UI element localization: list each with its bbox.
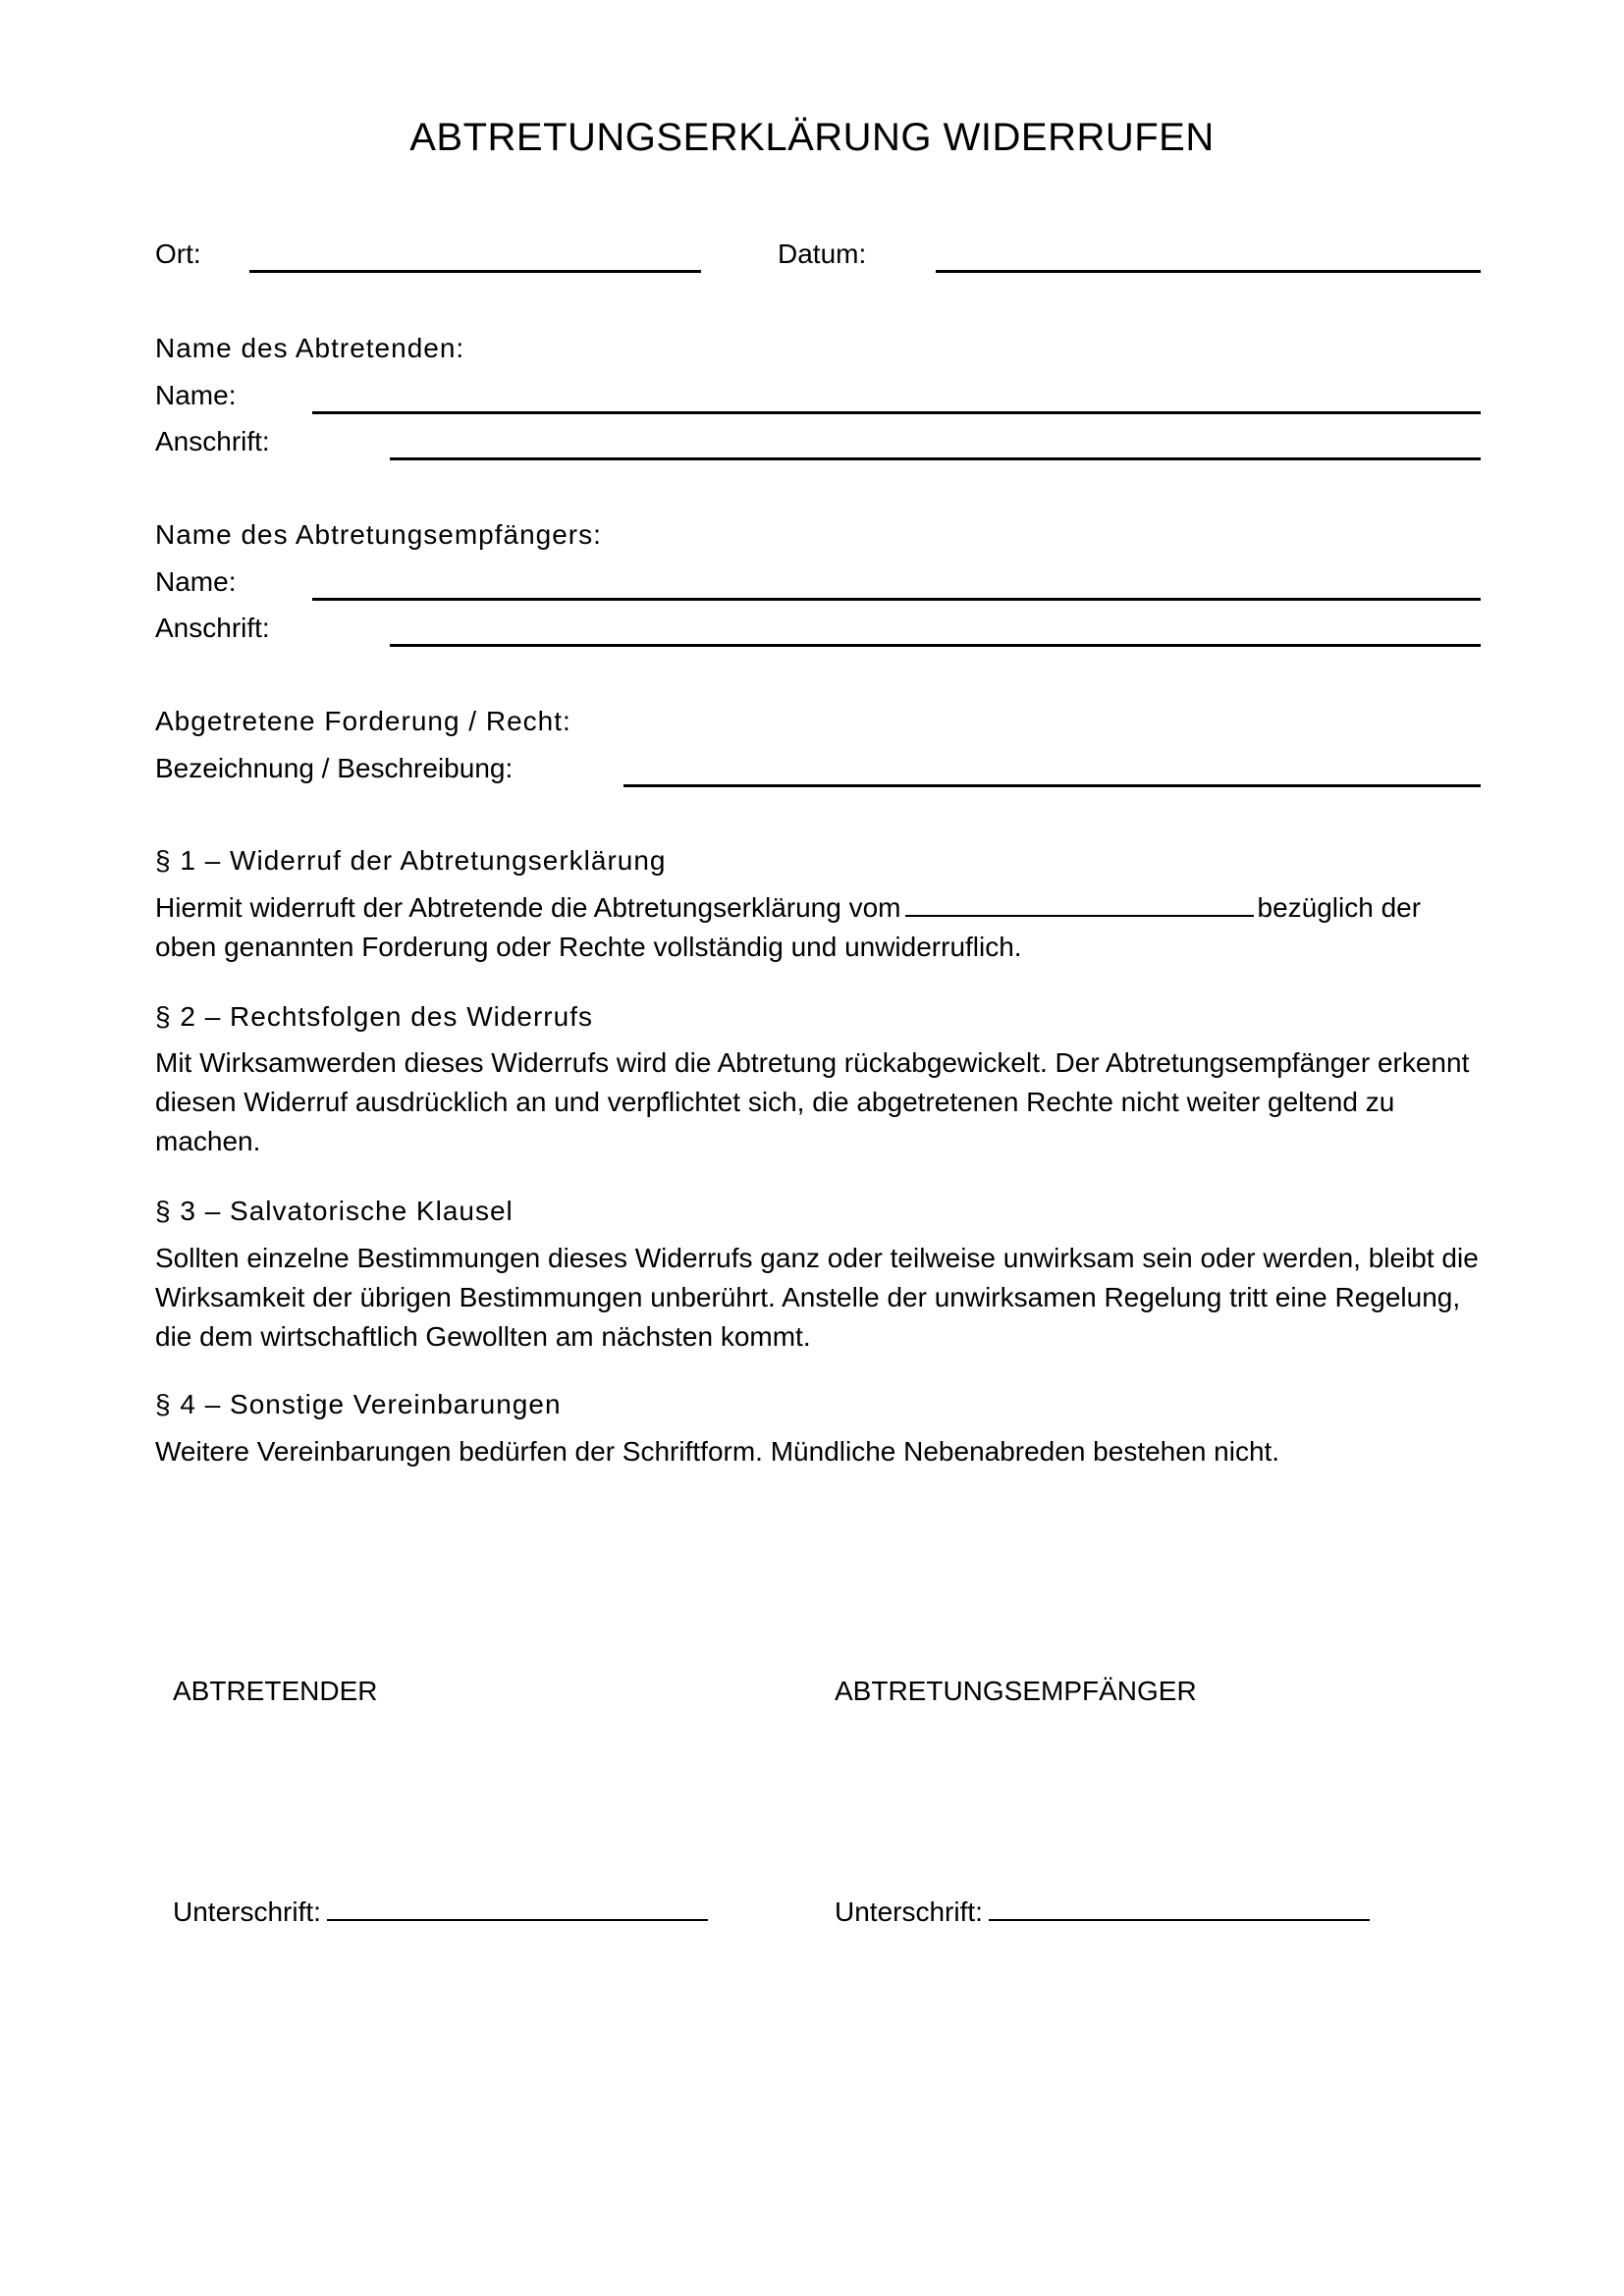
signature-role-abtretender: ABTRETENDER xyxy=(173,1676,378,1706)
abtretender-anschrift-label: Anschrift: xyxy=(155,426,270,456)
section-2-text: Mit Wirksamwerden dieses Widerrufs wird die Abtretung rückabgewickelt. Der Abtretungsempfänger erkennt diesen Widerruf ausdrücklich an und verpflichtet sich, die abgetretenen Rechte nicht weiter geltend zu machen. xyxy=(155,1047,1470,1156)
empfaenger-anschrift-label: Anschrift: xyxy=(155,613,270,643)
section-2-heading: § 2 – Rechtsfolgen des Widerrufs xyxy=(155,1001,593,1032)
bezeichnung-label: Bezeichnung / Beschreibung: xyxy=(155,753,514,783)
signature-role-empfaenger: ABTRETUNGSEMPFÄNGER xyxy=(835,1676,1197,1706)
empfaenger-anschrift-field[interactable] xyxy=(390,644,1481,647)
empfaenger-heading: Name des Abtretungsempfängers: xyxy=(155,519,602,550)
section-3-text: Sollten einzelne Bestimmungen dieses Widerrufs ganz oder teilweise unwirksam sein oder werden, bleibt die Wirksamkeit der übrigen Bestimmungen unberührt. Anstelle der unwirksamen Regelung tritt eine Regelung, die dem wirtschaftlich Gewollten am nächsten kommt. xyxy=(155,1243,1479,1352)
signature-label: Unterschrift: xyxy=(173,1896,321,1927)
signature-line-abtretender[interactable] xyxy=(327,1896,708,1921)
abtretender-heading: Name des Abtretenden: xyxy=(155,333,465,363)
signature-abtretender xyxy=(173,1896,708,1928)
section-1-text: Hiermit widerruft der Abtretende die Abtretungserklärung vom bezüglich der oben genannten Forderung oder Rechte vollständig und unwiderruflich. xyxy=(155,892,1422,962)
forderung-heading: Abgetretene Forderung / Recht: xyxy=(155,706,571,736)
empfaenger-name-field[interactable] xyxy=(312,598,1481,601)
ort-label: Ort: xyxy=(155,239,201,269)
page-title: ABTRETUNGSERKLÄRUNG WIDERRUFEN xyxy=(409,116,1215,159)
datum-field[interactable] xyxy=(936,270,1481,273)
signature-label: Unterschrift: xyxy=(835,1896,983,1927)
abtretender-name-label: Name: xyxy=(155,380,237,410)
signature-empfaenger xyxy=(835,1896,1370,1928)
empfaenger-name-label: Name: xyxy=(155,566,237,597)
section-4-heading: § 4 – Sonstige Vereinbarungen xyxy=(155,1389,562,1419)
signature-line-empfaenger[interactable] xyxy=(989,1896,1370,1921)
bezeichnung-field[interactable] xyxy=(623,784,1481,787)
section-4-text: Weitere Vereinbarungen bedürfen der Schriftform. Mündliche Nebenabreden bestehen nicht. xyxy=(155,1436,1280,1467)
abtretender-name-field[interactable] xyxy=(312,411,1481,414)
section-3-heading: § 3 – Salvatorische Klausel xyxy=(155,1196,514,1226)
widerruf-date-blank[interactable] xyxy=(905,891,1254,917)
ort-field[interactable] xyxy=(249,270,701,273)
datum-label: Datum: xyxy=(778,239,867,269)
section-1-heading: § 1 – Widerruf der Abtretungserklärung xyxy=(155,845,667,876)
abtretender-anschrift-field[interactable] xyxy=(390,457,1481,460)
